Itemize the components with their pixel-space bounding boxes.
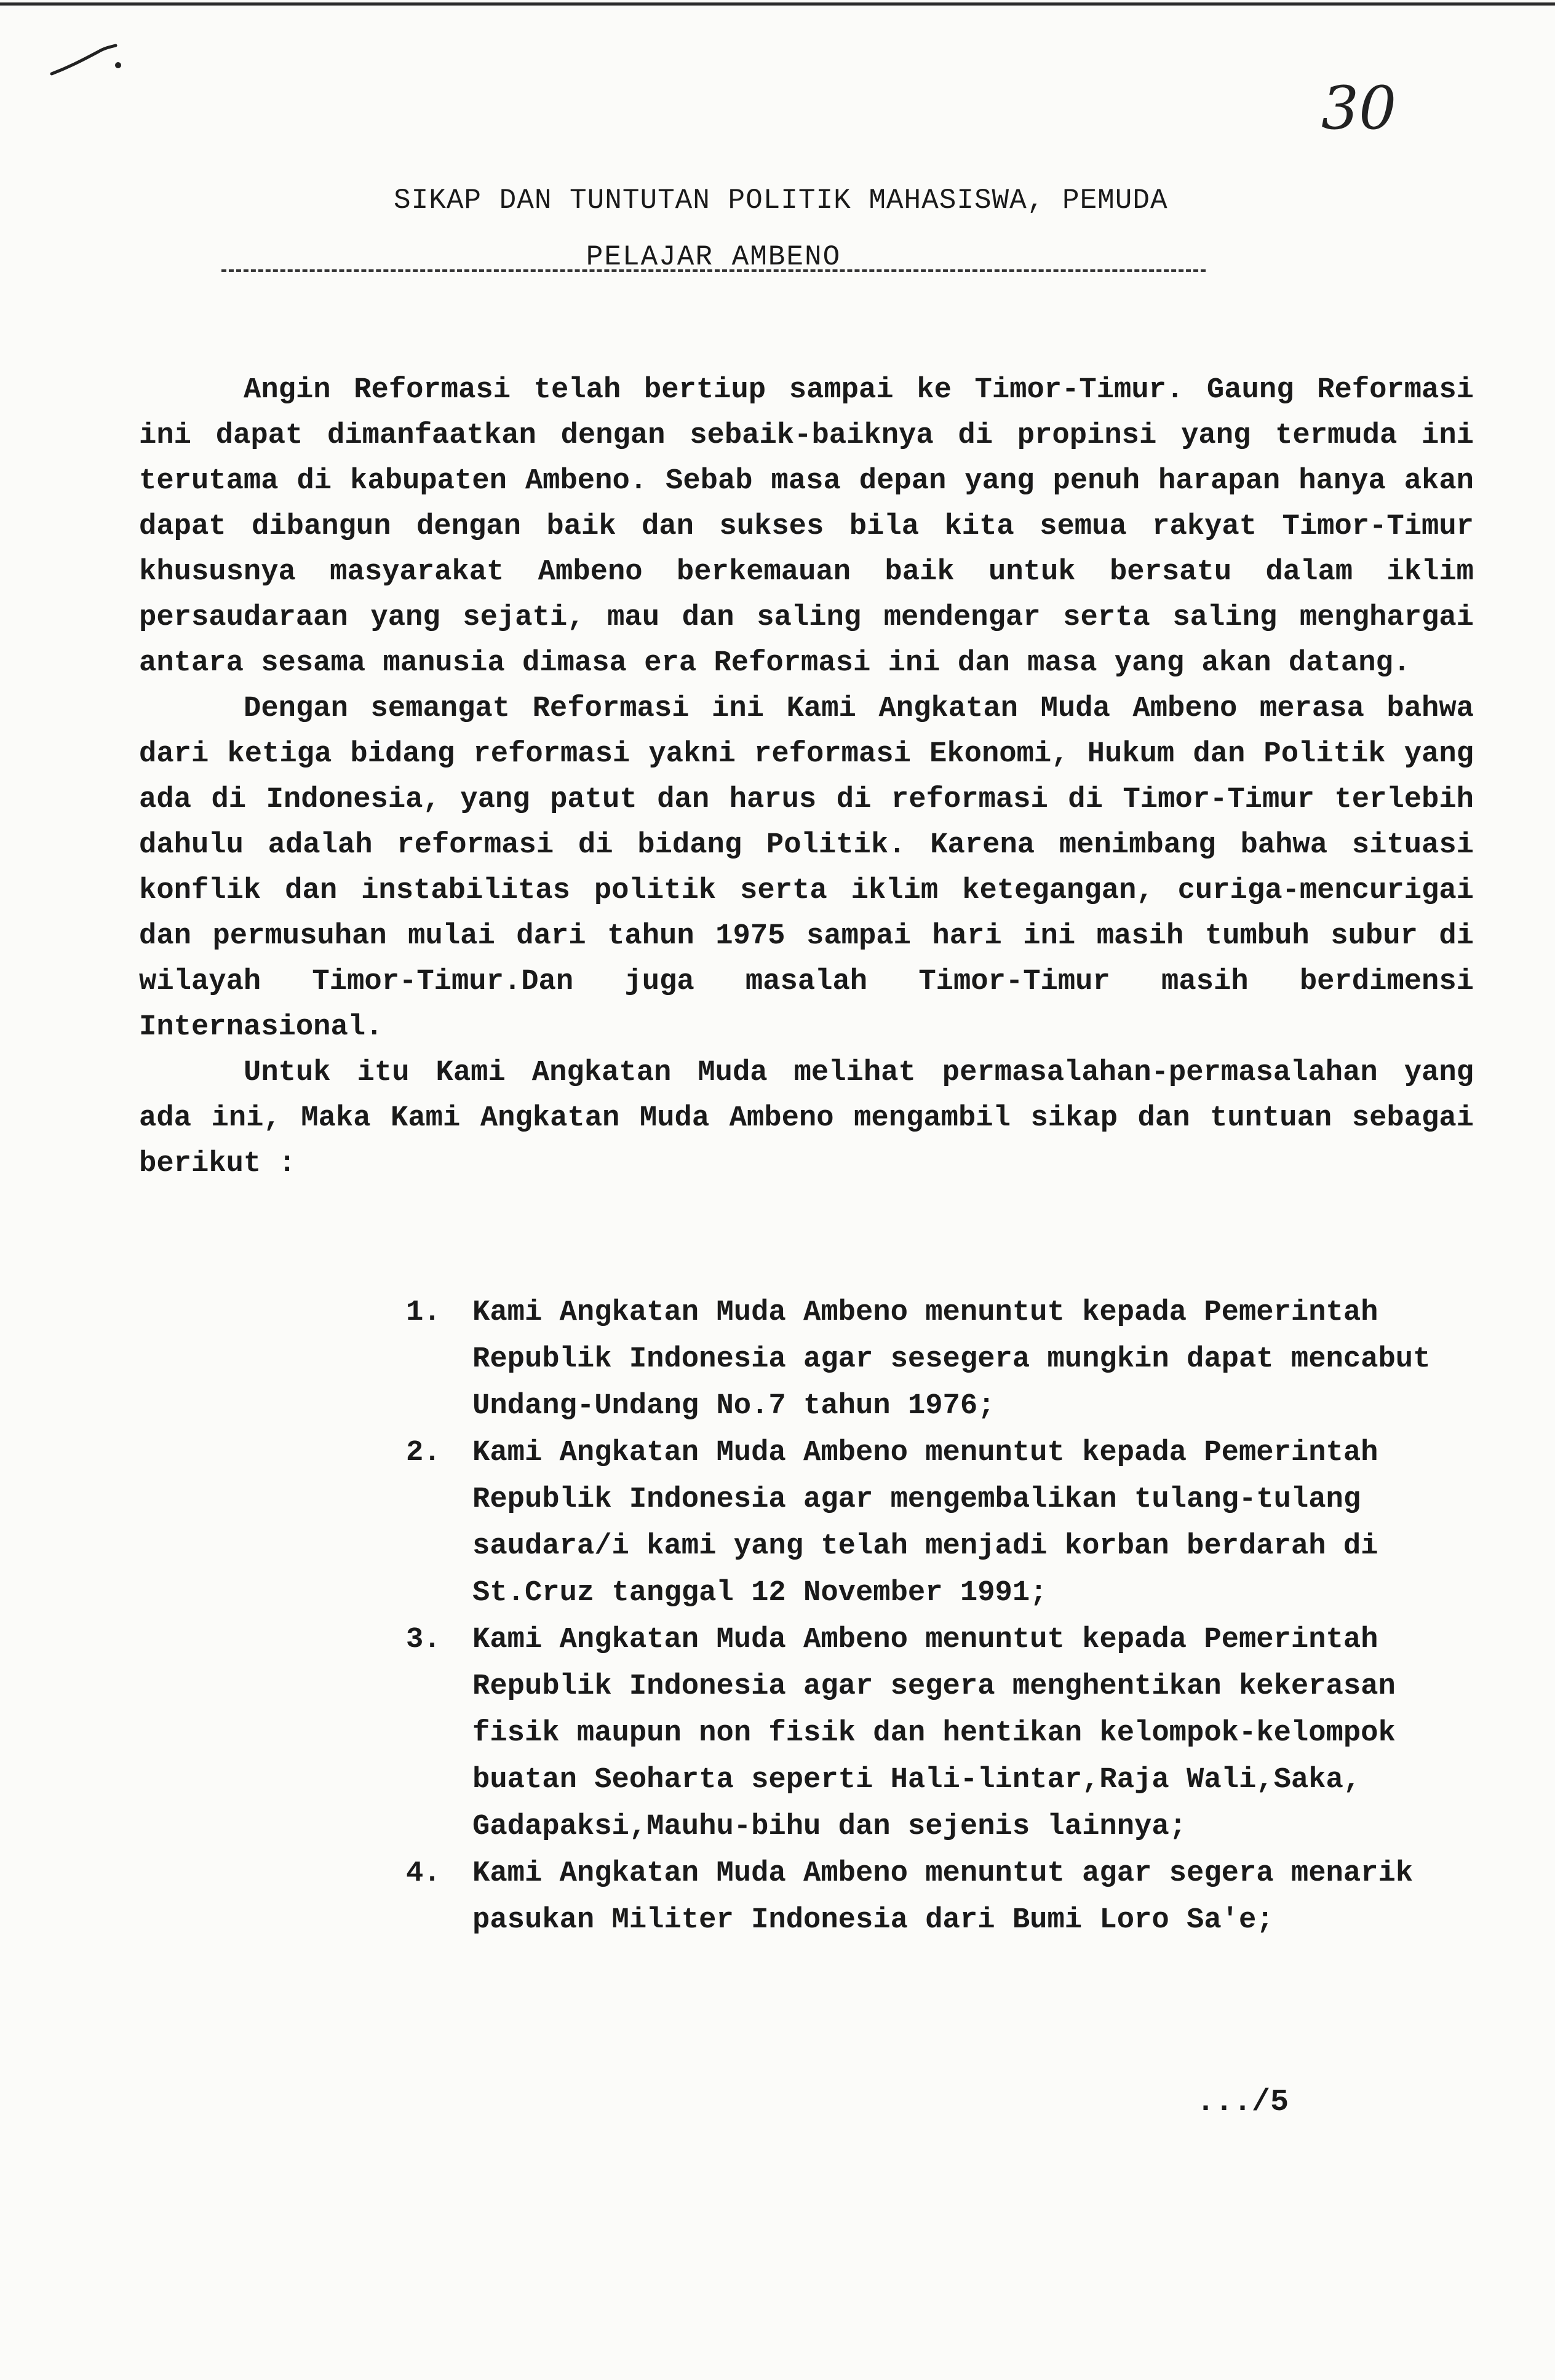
demand-number: 3. — [406, 1624, 441, 1656]
handwritten-page-number: 30 — [1321, 74, 1397, 143]
demand-number: 1. — [406, 1296, 441, 1329]
demands-list — [406, 1290, 1489, 1944]
paragraph-1: Angin Reformasi telah bertiup sampai ke Timor-Timur. Gaung Reformasi ini dapat dimanfaatkan dengan sebaik-baiknya di propinsi yang termuda ini terutama di kabupaten Ambeno. Sebab masa depan yang penuh harapan hanya akan dapat dibangun dengan baik dan sukses bila kita semua rakyat Timor-Timur khususnya masyarakat Ambeno berkemauan baik untuk bersatu dalam iklim persaudaraan yang sejati, mau dan saling mendengar serta saling menghargai antara sesama manusia dimasa era Reformasi ini dan masa yang akan datang. — [139, 374, 1474, 680]
demand-number: 2. — [406, 1437, 441, 1469]
demand-item — [406, 1617, 1489, 1850]
body-text — [139, 368, 1474, 1187]
demand-text: Kami Angkatan Muda Ambeno menuntut kepada Pemerintah Republik Indonesia agar sesegera mungkin dapat mencabut Undang-Undang No.7 tahun 1976; — [472, 1296, 1431, 1422]
demand-text: Kami Angkatan Muda Ambeno menuntut kepada Pemerintah Republik Indonesia agar mengembalikan tulang-tulang saudara/i kami yang telah menjadi korban berdarah di St.Cruz tanggal 12 November 1991; — [472, 1437, 1378, 1609]
top-edge-rule — [0, 2, 1555, 6]
document-title: SIKAP DAN TUNTUTAN POLITIK MAHASISWA, PEMUDA — [394, 184, 1168, 216]
paragraph-3: Untuk itu Kami Angkatan Muda melihat permasalahan-permasalahan yang ada ini, Maka Kami Angkatan Muda Ambeno mengambil sikap dan tuntuan sebagai berikut : — [139, 1057, 1474, 1180]
paragraph-2: Dengan semangat Reformasi ini Kami Angkatan Muda Ambeno merasa bahwa dari ketiga bidang reformasi yakni reformasi Ekonomi, Hukum dan Politik yang ada di Indonesia, yang patut dan harus di reformasi di Timor-Timur terlebih dahulu adalah reformasi di bidang Politik. Karena menimbang bahwa situasi konflik dan instabilitas politik serta iklim ketegangan, curiga-mencurigai dan permusuhan mulai dari tahun 1975 sampai hari ini masih tumbuh subur di wilayah Timor-Timur.Dan juga masalah Timor-Timur masih berdimensi Internasional. — [139, 692, 1474, 1044]
document-subtitle: PELAJAR AMBENO — [586, 241, 841, 273]
demand-item — [406, 1850, 1489, 1944]
title-underline — [221, 269, 1206, 272]
pen-mark-icon — [49, 43, 123, 80]
demand-text: Kami Angkatan Muda Ambeno menuntut kepada Pemerintah Republik Indonesia agar segera menghentikan kekerasan fisik maupun non fisik dan hentikan kelompok-kelompok buatan Seoharta seperti Hali-lintar,Raja Wali,Saka, Gadapaksi,Mauhu-bihu dan sejenis lainnya; — [472, 1624, 1396, 1843]
demand-item — [406, 1290, 1489, 1430]
demand-number: 4. — [406, 1857, 441, 1890]
demand-text: Kami Angkatan Muda Ambeno menuntut agar segera menarik pasukan Militer Indonesia dari Bumi Loro Sa'e; — [472, 1857, 1414, 1937]
demand-item — [406, 1430, 1489, 1617]
continuation-marker: .../5 — [1196, 2085, 1289, 2120]
